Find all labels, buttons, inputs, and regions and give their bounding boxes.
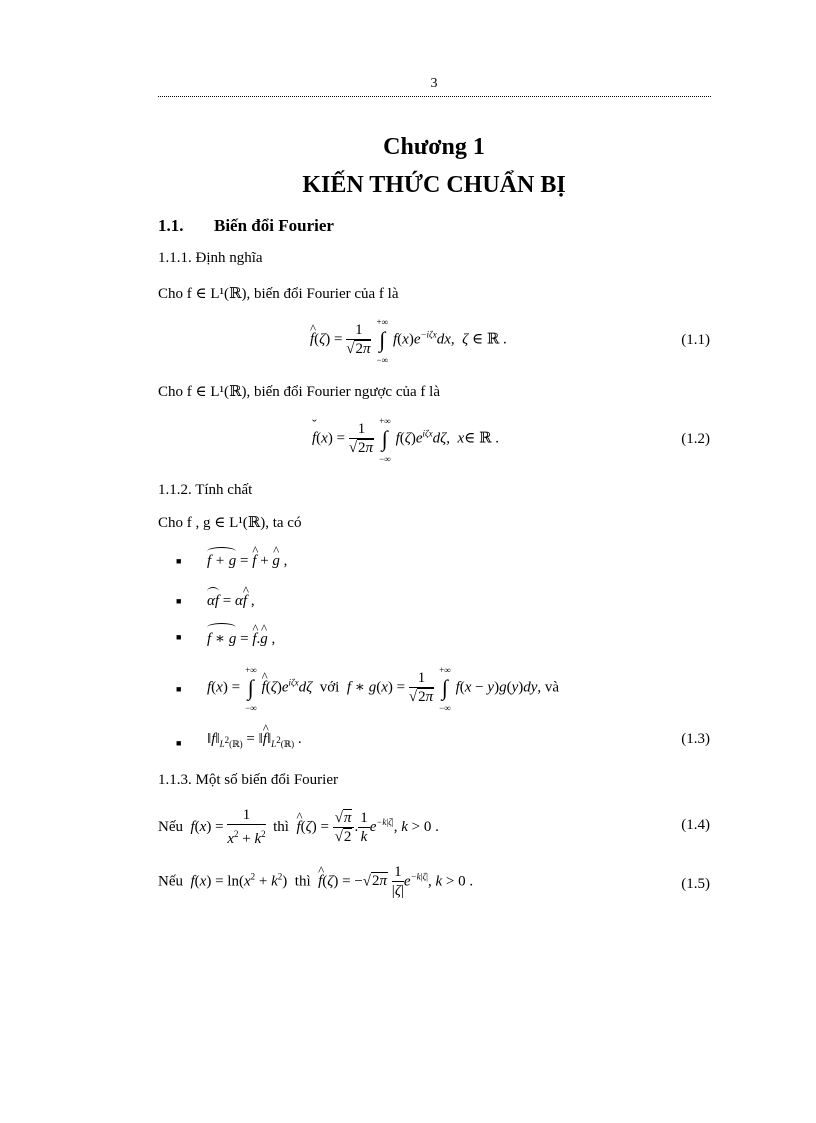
property-scaling: αf = α^ f , (207, 591, 255, 610)
property-plancherel: $‖f‖_{L^2(ℝ)}$ = ‖^ $f‖_{L^2(ℝ)}$ . (207, 731, 302, 750)
subsection-definition-heading: 1.1.1. Định nghĩa (158, 250, 263, 266)
equation-number-1-3: (1.3) (681, 731, 710, 747)
word-then: thì (294, 873, 311, 890)
word-if: Nếu (158, 818, 183, 835)
chapter-label: Chương 1 (383, 134, 485, 160)
header-divider (158, 96, 711, 97)
word-if: Nếu (158, 873, 183, 890)
bullet-icon: ■ (176, 632, 182, 642)
word-then: thì (273, 818, 289, 835)
property-inversion: f(x) = +∞ ∫ −∞ ^ $f(\zeta)e^{i\zeta x}d\zeta$ với f ∗ g(x) = $\frac{1}{√2\pi}$ +∞ ∫ −∞ f(x − y)g(y)dy, và (207, 670, 559, 706)
word-and: , và (537, 679, 560, 696)
word-with: với (319, 679, 340, 696)
bullet-icon: ■ (176, 556, 182, 566)
chapter-title: KIẾN THỨC CHUẨN BỊ (302, 172, 566, 198)
section-title: Biến đổi Fourier (214, 216, 334, 235)
subsection-properties-heading: 1.1.2. Tính chất (158, 482, 253, 498)
bullet-icon: ■ (176, 738, 182, 748)
equation-number-1-5: (1.5) (681, 876, 710, 892)
subsection-transforms-heading: 1.1.3. Một số biến đổi Fourier (158, 772, 338, 788)
equation-1-1: ^ f(ζ) = $\frac{1}{√2\pi}$ +∞ ∫ −∞ $f(x)e^{-i\zeta x}dx$, ζ ∈ ℝ . (310, 322, 507, 358)
properties-paragraph: Cho f , g ∈ L¹(ℝ), ta có (158, 515, 302, 531)
equation-number-1-4: (1.4) (681, 817, 710, 833)
equation-1-2: ˇ f(x) = $\frac{1}{√2\pi}$ +∞ ∫ −∞ $f(\zeta)e^{i\zeta x}d\zeta$, x∈ ℝ . (312, 421, 499, 457)
definition-paragraph-2: Cho f ∈ L¹(ℝ), biến đổi Fourier ngược của f là (158, 384, 440, 400)
section-heading (158, 216, 334, 236)
property-convolution: f ∗ g = ^ f.^ g , (207, 627, 275, 648)
equation-1-5: Nếu $f(x) = \ln(x^2 + k^2)$ thì ^ f(ζ) = −√2π $\frac{1}{|\zeta|}$ $e^{-k|\zeta|}$, k > 0 . (158, 864, 473, 900)
bullet-icon: ■ (176, 684, 182, 694)
definition-paragraph-1: Cho f ∈ L¹(ℝ), biến đổi Fourier của f là (158, 286, 399, 302)
bullet-icon: ■ (176, 596, 182, 606)
equation-number-1-2: (1.2) (681, 431, 710, 447)
page-number: 3 (430, 76, 438, 91)
section-number: 1.1. (158, 216, 184, 235)
equation-number-1-1: (1.1) (681, 332, 710, 348)
equation-1-4: Nếu f(x) = $\frac{1}{x^2 + k^2}$ thì ^ f(ζ) = $\frac{√\pi}{√2}$ . $\frac{1}{k}$ $e^{-k|\zeta|}$, k > 0 . (158, 807, 439, 848)
property-linearity: f + g = ^ f + ^ g , (207, 551, 287, 570)
